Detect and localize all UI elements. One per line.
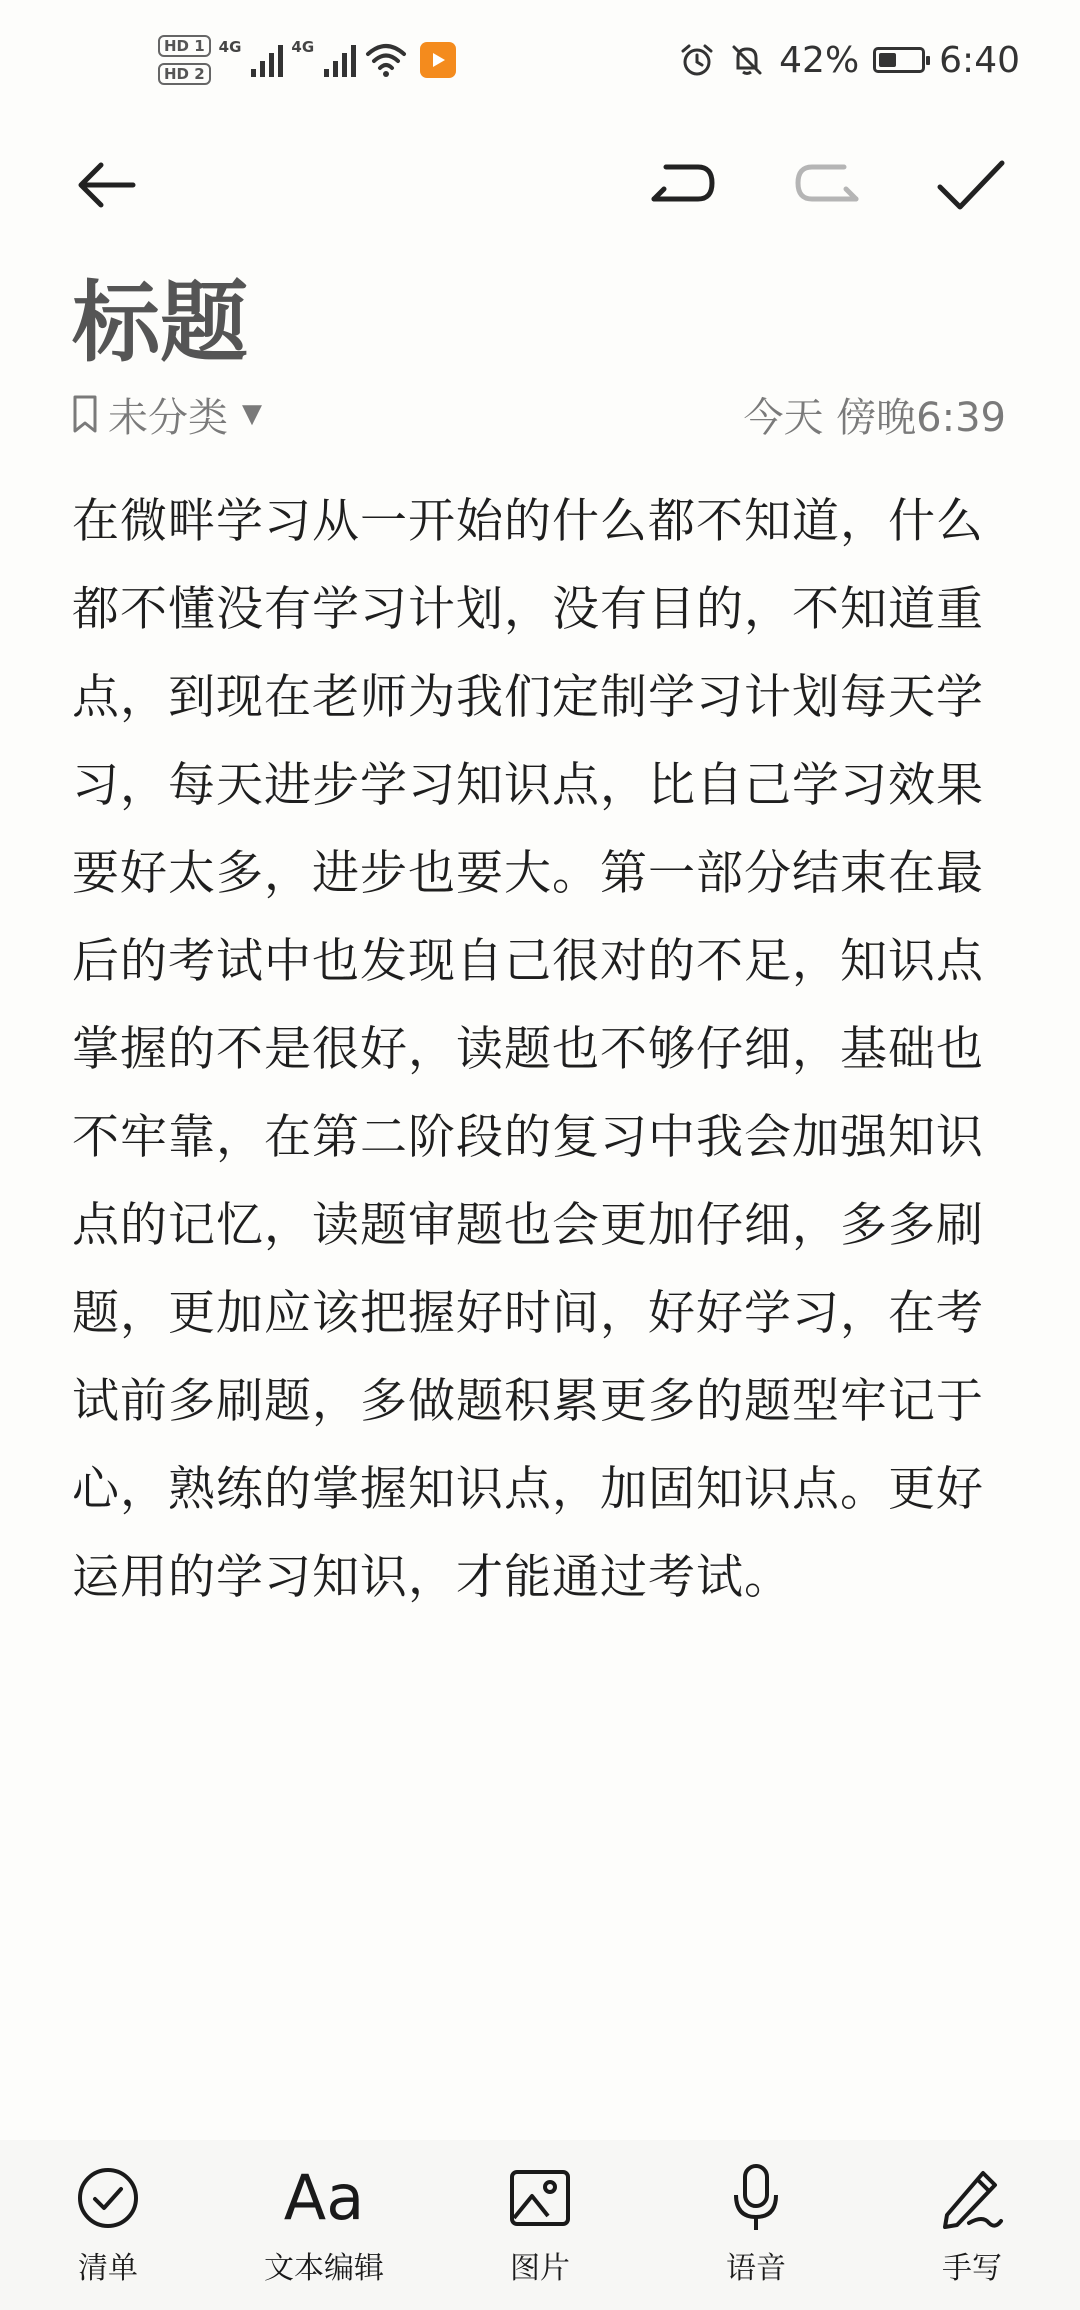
network-type-2: 4G bbox=[291, 38, 315, 56]
clock: 6:40 bbox=[939, 39, 1020, 81]
status-bar bbox=[0, 0, 1080, 120]
signal-bars-1-icon bbox=[251, 43, 283, 77]
arrow-left-icon bbox=[75, 153, 139, 217]
category-label: 未分类 bbox=[108, 394, 228, 441]
undo-icon bbox=[650, 159, 716, 211]
image-icon bbox=[508, 2166, 572, 2230]
network-type-1: 4G bbox=[218, 38, 242, 56]
video-app-icon bbox=[420, 42, 456, 78]
pen-icon bbox=[939, 2165, 1005, 2231]
alarm-icon bbox=[679, 42, 715, 78]
checklist-label: 清单 bbox=[78, 2251, 138, 2286]
note-timestamp: 今天 傍晚6:39 bbox=[743, 394, 1006, 441]
redo-button[interactable] bbox=[772, 130, 882, 240]
handwriting-label: 手写 bbox=[942, 2251, 1002, 2286]
caret-down-icon: ▼ bbox=[242, 399, 262, 429]
text-edit-button[interactable] bbox=[234, 2163, 414, 2287]
bottom-toolbar bbox=[0, 2140, 1080, 2310]
checklist-icon bbox=[76, 2166, 140, 2230]
battery-percent: 42% bbox=[779, 39, 860, 81]
hd1-badge: HD 1 bbox=[158, 35, 211, 57]
microphone-icon bbox=[731, 2163, 781, 2233]
done-button[interactable] bbox=[916, 130, 1026, 240]
undo-button[interactable] bbox=[628, 130, 738, 240]
voice-label: 语音 bbox=[726, 2251, 786, 2286]
note-body[interactable]: 在微畔学习从一开始的什么都不知道，什么都不懂没有学习计划，没有目的，不知道重点，到现在老师为我们定制学习计划每天学习，每天进步学习知识点，比自己学习效果要好太多，进步也要大。第一部分结束在最后的考试中也发现自己很对的不足，知识点掌握的不是很好，读题也不够仔细，基础也不牢靠，在第二阶段的复习中我会加强知识点的记忆，读题审题也会更加仔细，多多刷题，更加应该把握好时间，好好学习，在考试前多刷题，多做题积累更多的题型牢记于心，熟练的掌握知识点，加固知识点。更好运用的学习知识，才能通过考试。 bbox=[72, 494, 984, 1605]
battery-icon bbox=[873, 47, 925, 73]
voice-button[interactable] bbox=[666, 2163, 846, 2287]
wifi-icon bbox=[364, 42, 408, 78]
checkmark-icon bbox=[936, 157, 1006, 213]
back-button[interactable] bbox=[52, 130, 162, 240]
checklist-button[interactable] bbox=[18, 2163, 198, 2287]
status-bar-right bbox=[679, 30, 1020, 90]
bookmark-icon bbox=[72, 394, 98, 434]
editor-toolbar bbox=[0, 130, 1080, 240]
status-bar-left bbox=[158, 30, 456, 90]
handwriting-button[interactable] bbox=[882, 2163, 1062, 2287]
battery-fill bbox=[879, 53, 896, 67]
signal-bars-2-icon bbox=[324, 43, 356, 77]
note-meta-row bbox=[72, 384, 1006, 444]
note-title[interactable]: 标题 bbox=[72, 271, 249, 374]
text-edit-label: 文本编辑 bbox=[264, 2251, 384, 2286]
redo-icon bbox=[794, 159, 860, 211]
mute-bell-icon bbox=[729, 42, 765, 78]
hd-indicators bbox=[158, 35, 211, 85]
text-format-icon: Aa bbox=[283, 2161, 365, 2234]
image-button[interactable] bbox=[450, 2163, 630, 2287]
category-selector[interactable] bbox=[72, 386, 262, 443]
image-label: 图片 bbox=[510, 2251, 570, 2286]
hd2-badge: HD 2 bbox=[158, 63, 211, 85]
